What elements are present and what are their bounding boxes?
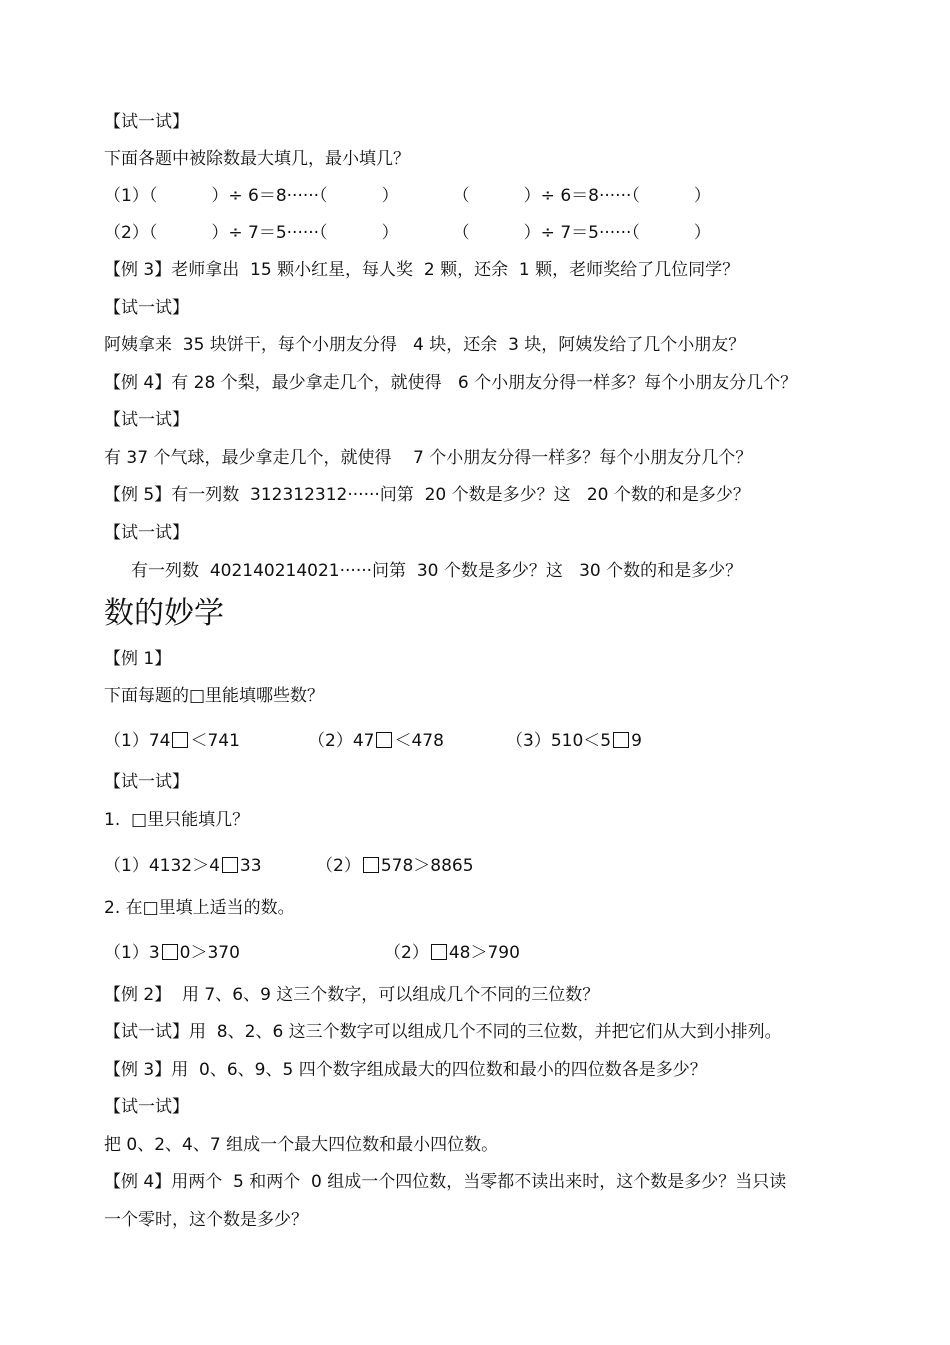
blank-box[interactable] — [431, 944, 447, 960]
item-text-before: （3）510＜5 — [506, 731, 612, 751]
text-line-m11: 【例 3】用 0、6、9、5 四个数字组成最大的四位数和最小的四位数各是多少？ — [104, 1060, 707, 1080]
fill-in-item-b2-2 — [316, 855, 474, 877]
item-text-after: 578＞8865 — [380, 856, 474, 876]
item-text-before: （1）3 — [104, 943, 160, 963]
text-line-m09: 【例 2】 用 7、6、9 这三个数字，可以组成几个不同的三位数？ — [104, 985, 600, 1005]
item-text-after: 0＞370 — [179, 943, 240, 963]
blank-box[interactable] — [376, 732, 392, 748]
text-line-l13: 有一列数 402140214021······问第 30 个数是多少？这 30 个数的和是多少？ — [104, 561, 743, 581]
item-text-before: （2） — [316, 856, 361, 876]
item-text-after: 33 — [239, 856, 262, 876]
text-line-m13: 把 0、2、4、7 组成一个最大四位数和最小四位数。 — [104, 1135, 499, 1155]
text-line-m07: 2. 在□里填上适当的数。 — [104, 898, 295, 918]
fill-in-item-b3-2 — [384, 942, 520, 964]
text-line-l09: 【试一试】 — [104, 410, 189, 430]
text-line-l04: （2）（ ）÷ 7＝5······（ ） （ ）÷ 7＝5······（ ） — [104, 223, 711, 243]
text-line-m10: 【试一试】用 8、2、6 这三个数字可以组成几个不同的三位数，并把它们从大到小排列。 — [104, 1022, 782, 1042]
item-text-before: （1）4132＞4 — [104, 856, 220, 876]
item-text-before: （2）47 — [308, 731, 375, 751]
blank-box[interactable] — [363, 857, 379, 873]
fill-in-item-b1-3 — [506, 730, 642, 752]
item-text-before: （2） — [384, 943, 429, 963]
item-text-after: ＜478 — [394, 731, 444, 751]
text-line-m02: 下面每题的□里能填哪些数？ — [104, 686, 325, 706]
text-line-l07: 阿姨拿来 35 块饼干，每个小朋友分得 4 块，还余 3 块，阿姨发给了几个小朋友？ — [104, 335, 746, 355]
fill-in-item-b2-1 — [104, 855, 262, 877]
text-line-m12: 【试一试】 — [104, 1097, 189, 1117]
item-text-after: 9 — [631, 731, 642, 751]
fill-in-item-b3-1 — [104, 942, 240, 964]
text-line-m15: 一个零时，这个数是多少？ — [104, 1210, 308, 1230]
fill-in-item-b1-1 — [104, 730, 240, 752]
text-line-m05: 1. □里只能填几？ — [104, 810, 250, 830]
text-line-m01: 【例 1】 — [104, 649, 172, 669]
text-line-m04: 【试一试】 — [104, 772, 189, 792]
blank-box[interactable] — [162, 944, 178, 960]
text-line-m14: 【例 4】用两个 5 和两个 0 组成一个四位数，当零都不读出来时，这个数是多少？当只读 — [104, 1172, 787, 1192]
blank-box[interactable] — [222, 857, 238, 873]
fill-in-item-b1-2 — [308, 730, 444, 752]
text-line-l06: 【试一试】 — [104, 298, 189, 318]
text-line-l10: 有 37 个气球，最少拿走几个，就使得 7 个小朋友分得一样多？每个小朋友分几个？ — [104, 448, 753, 468]
section-title: 数的妙学 — [104, 596, 224, 631]
text-line-l01: 【试一试】 — [104, 112, 189, 132]
text-line-l12: 【试一试】 — [104, 523, 189, 543]
item-text-after: ＜741 — [190, 731, 240, 751]
item-text-before: （1）74 — [104, 731, 171, 751]
blank-box[interactable] — [172, 732, 188, 748]
blank-box[interactable] — [613, 732, 629, 748]
text-line-l08: 【例 4】有 28 个梨，最少拿走几个，就使得 6 个小朋友分得一样多？每个小朋友分几个？ — [104, 373, 798, 393]
text-line-l02: 下面各题中被除数最大填几，最小填几？ — [104, 149, 410, 169]
text-line-l11: 【例 5】有一列数 312312312······问第 20 个数是多少？这 20 个数的和是多少？ — [104, 485, 750, 505]
text-line-l03: （1）（ ）÷ 6＝8······（ ） （ ）÷ 6＝8······（ ） — [104, 186, 711, 206]
text-line-l05: 【例 3】老师拿出 15 颗小红星，每人奖 2 颗，还余 1 颗，老师奖给了几位同学？ — [104, 260, 740, 280]
item-text-after: 48＞790 — [448, 943, 520, 963]
